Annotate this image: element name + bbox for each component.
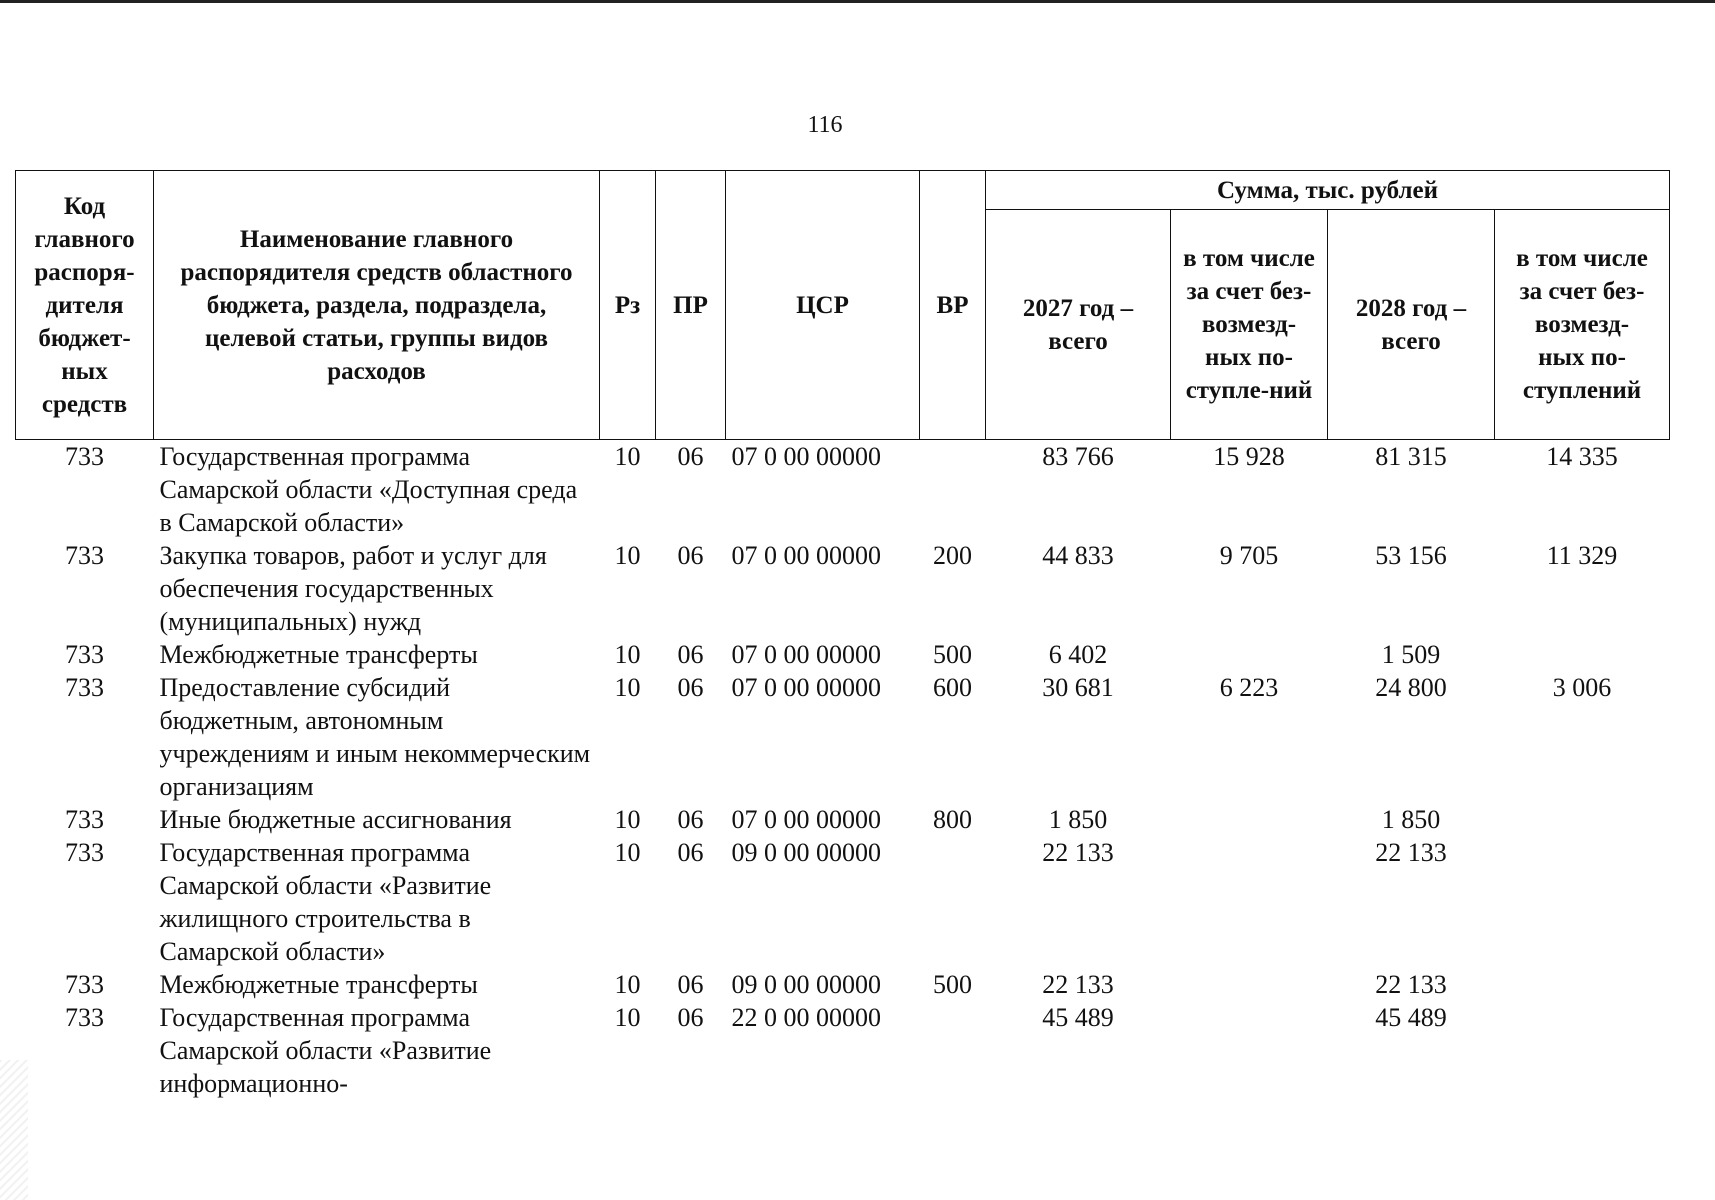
cell-2027-grants: 9 705 [1219, 541, 1279, 570]
cell-2027-total: 6 402 [1048, 640, 1108, 669]
cell-csr: 07 0 00 00000 [731, 673, 881, 702]
cell-code: 733 [65, 673, 104, 702]
header-sum-group: Сумма, тыс. рублей [986, 171, 1670, 210]
table-row [16, 836, 1670, 968]
cell-2027-total: 22 133 [1042, 970, 1114, 999]
cell-rz: 10 [614, 442, 641, 471]
cell-vr [920, 1001, 986, 1100]
header-code: Код главного распоря-дителя бюджет-ных средств [16, 171, 154, 440]
cell-rz: 10 [614, 1003, 641, 1032]
table-row [16, 1001, 1670, 1100]
table-row [16, 440, 1670, 540]
cell-name: Предоставление субсидий бюджетным, автономным учреждениям и иным некоммерческим организациям [159, 673, 591, 801]
table-row [16, 968, 1670, 1001]
table-row [16, 803, 1670, 836]
cell-vr [920, 440, 986, 540]
cell-vr: 800 [933, 805, 972, 834]
cell-csr: 07 0 00 00000 [731, 541, 881, 570]
cell-2028-total: 22 133 [1375, 838, 1447, 867]
cell-csr: 09 0 00 00000 [731, 838, 881, 867]
cell-pr: 06 [677, 970, 704, 999]
cell-vr [920, 836, 986, 968]
cell-name: Государственная программа Самарской области «Развитие информационно- [159, 1003, 492, 1098]
cell-2028-grants [1495, 836, 1670, 968]
scan-top-edge [0, 0, 1715, 3]
cell-code: 733 [65, 442, 104, 471]
cell-2028-grants: 11 329 [1546, 541, 1618, 570]
cell-2028-grants [1495, 968, 1670, 1001]
cell-2027-total: 44 833 [1042, 541, 1114, 570]
page-number: 116 [807, 112, 843, 138]
cell-code: 733 [65, 970, 104, 999]
cell-vr: 200 [933, 541, 972, 570]
cell-pr: 06 [677, 541, 704, 570]
cell-csr: 09 0 00 00000 [731, 970, 881, 999]
cell-code: 733 [65, 805, 104, 834]
header-2027-total: 2027 год – всего [986, 210, 1171, 440]
cell-csr: 22 0 00 00000 [731, 1003, 881, 1032]
cell-vr: 500 [933, 640, 972, 669]
cell-2027-grants [1171, 803, 1328, 836]
cell-2027-grants [1171, 638, 1328, 671]
header-name: Наименование главного распорядителя средств областного бюджета, раздела, подраздела, целевой статьи, группы видов расходов [154, 171, 600, 440]
cell-rz: 10 [614, 805, 641, 834]
cell-name: Закупка товаров, работ и услуг для обеспечения государственных (муниципальных) нужд [159, 541, 547, 636]
cell-2028-grants [1495, 1001, 1670, 1100]
cell-code: 733 [65, 541, 104, 570]
cell-2028-grants: 14 335 [1546, 442, 1618, 471]
cell-2027-grants [1171, 836, 1328, 968]
budget-table [15, 170, 1670, 1100]
header-vr: ВР [920, 171, 986, 440]
table-row [16, 638, 1670, 671]
header-2028-total: 2028 год – всего [1328, 210, 1495, 440]
table-header [16, 171, 1670, 440]
cell-2027-total: 22 133 [1042, 838, 1114, 867]
cell-2028-total: 1 850 [1381, 805, 1441, 834]
cell-rz: 10 [614, 541, 641, 570]
cell-pr: 06 [677, 442, 704, 471]
cell-2028-total: 22 133 [1375, 970, 1447, 999]
cell-2027-grants: 15 928 [1213, 442, 1285, 471]
cell-rz: 10 [614, 640, 641, 669]
cell-pr: 06 [677, 805, 704, 834]
table-row [16, 671, 1670, 803]
cell-name: Государственная программа Самарской области «Доступная среда в Самарской области» [159, 442, 578, 537]
cell-vr: 500 [933, 970, 972, 999]
cell-csr: 07 0 00 00000 [731, 640, 881, 669]
header-2028-grants: в том числе за счет без-возмезд-ных по-ступлений [1495, 210, 1670, 440]
cell-rz: 10 [614, 673, 641, 702]
cell-2028-grants [1495, 803, 1670, 836]
cell-name: Межбюджетные трансферты [159, 970, 478, 999]
cell-2027-total: 30 681 [1042, 673, 1114, 702]
header-2027-grants: в том числе за счет без-возмезд-ных по-ступле-ний [1171, 210, 1328, 440]
cell-csr: 07 0 00 00000 [731, 805, 881, 834]
scan-edge-noise [0, 1060, 28, 1200]
cell-2028-total: 45 489 [1375, 1003, 1447, 1032]
table-row [16, 539, 1670, 638]
cell-rz: 10 [614, 838, 641, 867]
cell-2028-grants: 3 006 [1552, 673, 1612, 702]
header-csr: ЦСР [726, 171, 920, 440]
cell-code: 733 [65, 838, 104, 867]
cell-2027-grants [1171, 1001, 1328, 1100]
cell-pr: 06 [677, 640, 704, 669]
cell-2028-grants [1495, 638, 1670, 671]
cell-pr: 06 [677, 838, 704, 867]
cell-rz: 10 [614, 970, 641, 999]
cell-vr: 600 [933, 673, 972, 702]
cell-csr: 07 0 00 00000 [731, 442, 881, 471]
cell-2028-total: 81 315 [1375, 442, 1447, 471]
cell-2027-total: 83 766 [1042, 442, 1114, 471]
cell-2027-total: 1 850 [1048, 805, 1108, 834]
header-rz: Рз [600, 171, 656, 440]
cell-2028-total: 1 509 [1381, 640, 1441, 669]
cell-code: 733 [65, 640, 104, 669]
cell-2027-total: 45 489 [1042, 1003, 1114, 1032]
cell-2028-total: 24 800 [1375, 673, 1447, 702]
cell-name: Иные бюджетные ассигнования [159, 805, 512, 834]
cell-2027-grants: 6 223 [1219, 673, 1279, 702]
cell-pr: 06 [677, 673, 704, 702]
cell-name: Государственная программа Самарской области «Развитие жилищного строительства в Самарской области» [159, 838, 492, 966]
cell-2027-grants [1171, 968, 1328, 1001]
header-pr: ПР [656, 171, 726, 440]
table-body [16, 440, 1670, 1101]
cell-2028-total: 53 156 [1375, 541, 1447, 570]
cell-code: 733 [65, 1003, 104, 1032]
cell-pr: 06 [677, 1003, 704, 1032]
cell-name: Межбюджетные трансферты [159, 640, 478, 669]
